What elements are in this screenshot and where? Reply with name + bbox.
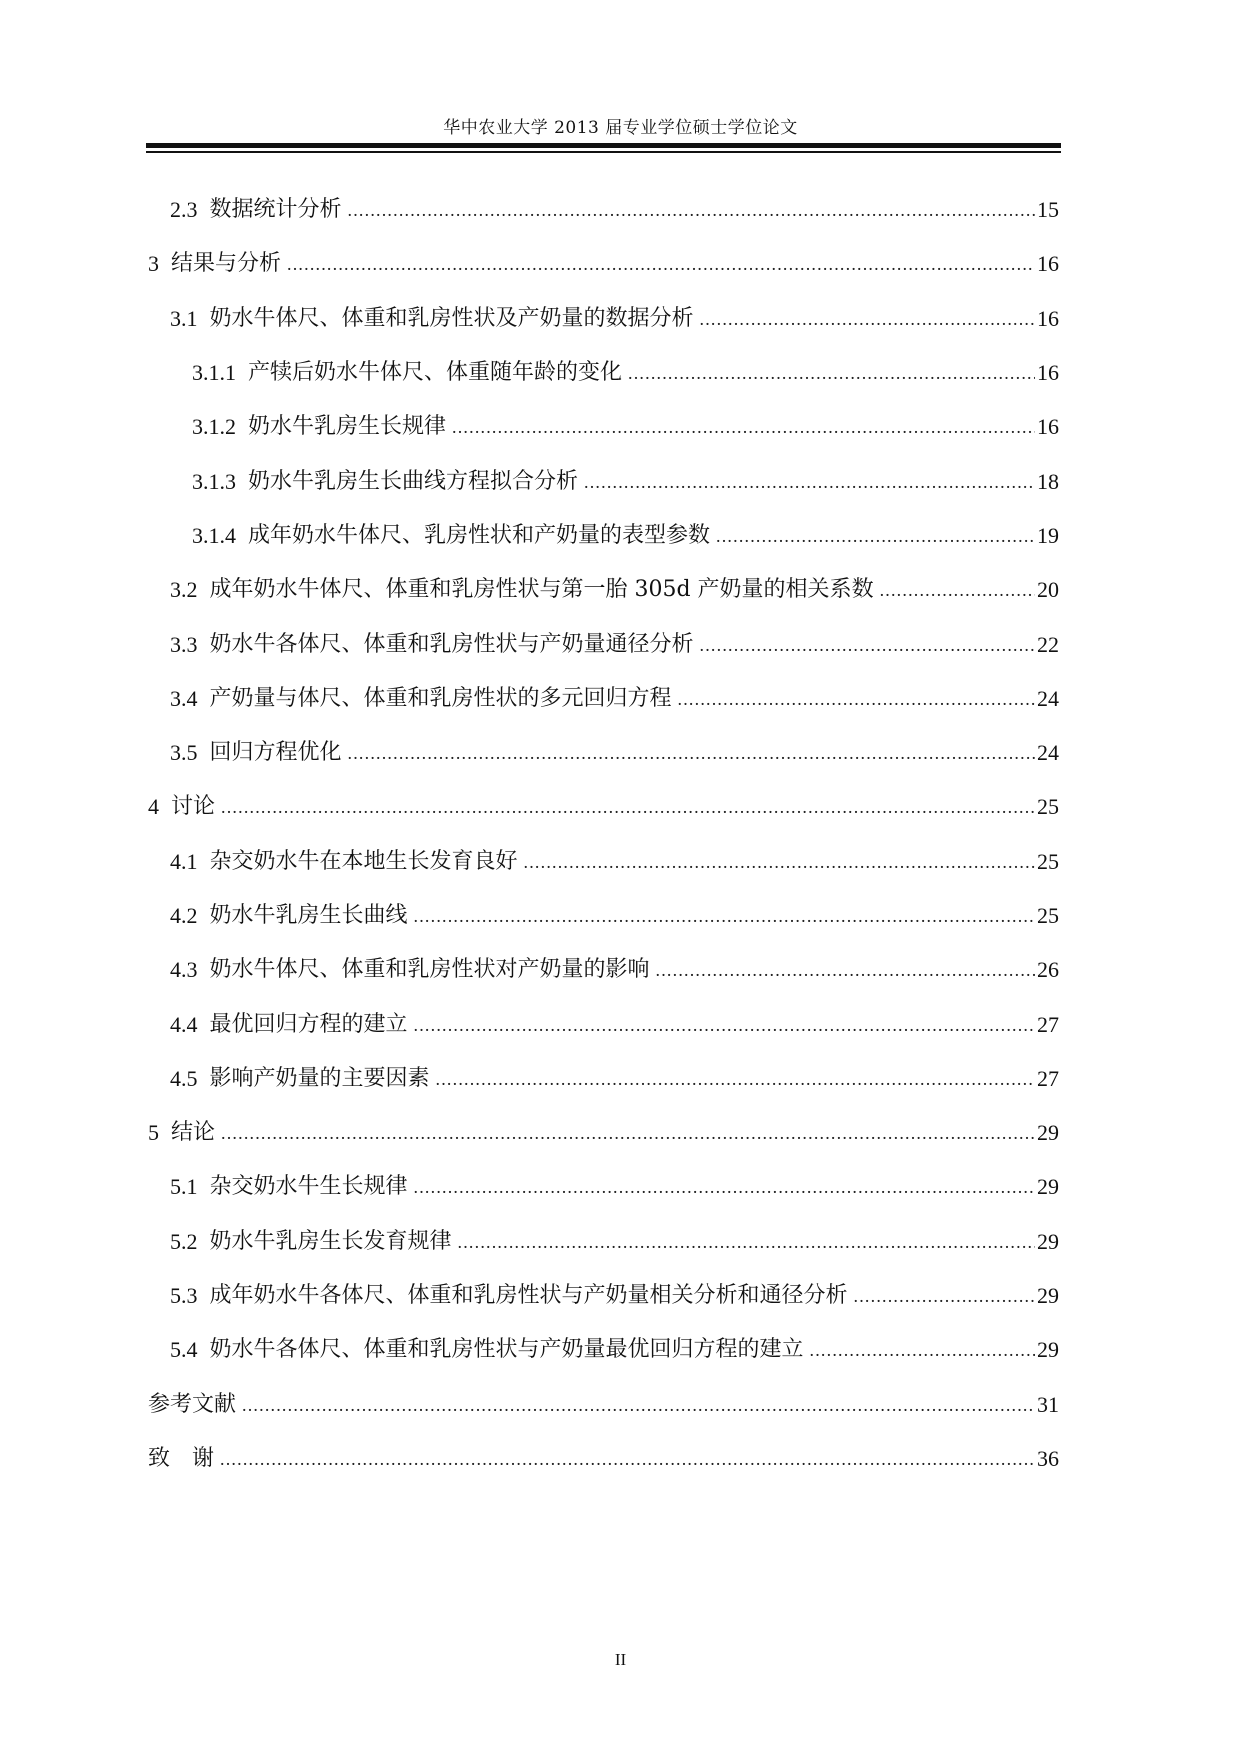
toc-entry-number: 4.2	[170, 903, 198, 928]
toc-dot-leader	[348, 201, 1035, 219]
toc-dot-leader	[287, 255, 1035, 273]
toc-entry-number: 5.1	[170, 1174, 198, 1200]
toc-entry-title: 奶水牛乳房生长发育规律	[209, 1228, 452, 1254]
toc-dot-leader	[348, 744, 1035, 762]
toc-entry-title: 成年奶水牛体尺、体重和乳房性状与第一胎 305d 产奶量的相关系数	[209, 577, 874, 603]
toc-entry[interactable]	[148, 835, 1059, 889]
toc-entry-title: 参考文献	[148, 1391, 237, 1417]
toc-dot-leader	[414, 907, 1035, 925]
header-rule-thick	[146, 143, 1061, 148]
toc-dot-leader	[452, 418, 1035, 436]
toc-entry-title: 产犊后奶水牛体尺、体重随年龄的变化	[248, 360, 623, 386]
toc-entry-page: 25	[1037, 848, 1059, 874]
toc-entry[interactable]	[148, 1432, 1059, 1486]
toc-entry-number: 4	[148, 794, 159, 820]
toc-entry[interactable]	[148, 1160, 1059, 1214]
table-of-contents	[148, 183, 1059, 1486]
toc-entry[interactable]	[148, 563, 1059, 617]
toc-entry-title: 结论	[171, 1120, 216, 1146]
toc-entry-title: 奶水牛各体尺、体重和乳房性状与产奶量最优回归方程的建立	[209, 1337, 804, 1363]
toc-entry-page: 22	[1037, 631, 1059, 657]
toc-entry-title: 结果与分析	[171, 251, 282, 277]
toc-entry-page: 36	[1037, 1445, 1059, 1471]
toc-entry[interactable]	[148, 672, 1059, 726]
toc-dot-leader	[221, 1124, 1035, 1142]
toc-entry-page: 29	[1037, 1120, 1059, 1146]
toc-dot-leader	[628, 364, 1035, 382]
toc-entry-title: 杂交奶水牛生长规律	[209, 1174, 408, 1200]
toc-dot-leader	[436, 1070, 1035, 1088]
toc-entry-number: 3.5	[170, 740, 198, 766]
toc-dot-leader	[458, 1233, 1035, 1251]
toc-dot-leader	[716, 527, 1035, 545]
toc-entry-title: 产奶量与体尺、体重和乳房性状的多元回归方程	[209, 685, 672, 711]
toc-entry-title: 杂交奶水牛在本地生长发育良好	[209, 848, 518, 874]
toc-entry-title: 成年奶水牛体尺、乳房性状和产奶量的表型参数	[248, 522, 711, 548]
toc-entry-page: 24	[1037, 740, 1059, 766]
toc-entry-page: 29	[1037, 1283, 1059, 1309]
page-number: II	[614, 1650, 627, 1669]
toc-entry[interactable]	[148, 1378, 1059, 1432]
toc-entry-number: 3.2	[170, 577, 198, 603]
toc-dot-leader	[220, 1450, 1035, 1468]
toc-entry-number: 5.4	[170, 1337, 198, 1363]
toc-entry-page: 25	[1037, 794, 1059, 820]
toc-entry-number: 3.1.1	[192, 360, 236, 386]
toc-entry-number: 5	[148, 1120, 159, 1146]
toc-entry-page: 29	[1037, 1228, 1059, 1254]
toc-entry[interactable]	[148, 454, 1059, 508]
toc-entry-title: 影响产奶量的主要因素	[209, 1065, 430, 1091]
toc-entry-title: 致 谢	[148, 1445, 215, 1471]
toc-entry-page: 27	[1037, 1065, 1059, 1091]
toc-entry-title: 奶水牛体尺、体重和乳房性状及产奶量的数据分析	[209, 305, 694, 331]
toc-entry-page: 16	[1037, 414, 1059, 440]
toc-dot-leader	[584, 473, 1035, 491]
toc-entry-page: 20	[1037, 577, 1059, 603]
toc-entry-page: 15	[1037, 197, 1059, 223]
toc-entry-page: 19	[1037, 522, 1059, 548]
toc-entry-page: 16	[1037, 305, 1059, 331]
toc-entry-page: 29	[1037, 1337, 1059, 1363]
toc-entry-number: 3.3	[170, 631, 198, 657]
toc-entry-page: 29	[1037, 1174, 1059, 1200]
toc-entry[interactable]	[148, 292, 1059, 346]
toc-dot-leader	[700, 310, 1035, 328]
toc-entry-page: 26	[1037, 957, 1059, 983]
toc-dot-leader	[880, 581, 1035, 599]
toc-entry-page: 16	[1037, 251, 1059, 277]
toc-entry-number: 5.2	[170, 1228, 198, 1254]
running-header: 华中农业大学 2013 届专业学位硕士学位论文	[443, 118, 798, 138]
toc-entry[interactable]	[148, 1052, 1059, 1106]
toc-entry[interactable]	[148, 780, 1059, 834]
toc-entry[interactable]	[148, 1269, 1059, 1323]
toc-dot-leader	[678, 690, 1035, 708]
toc-entry-number: 4.5	[170, 1065, 198, 1091]
toc-entry-title: 数据统计分析	[209, 197, 342, 223]
toc-entry-page: 31	[1037, 1391, 1059, 1417]
toc-entry-number: 3.1.3	[192, 468, 236, 494]
toc-entry-page: 27	[1037, 1011, 1059, 1037]
toc-entry-number: 5.3	[170, 1283, 198, 1309]
toc-dot-leader	[700, 636, 1035, 654]
toc-dot-leader	[854, 1287, 1035, 1305]
toc-entry-number: 4.4	[170, 1011, 198, 1037]
toc-entry[interactable]	[148, 997, 1059, 1051]
toc-dot-leader	[221, 798, 1035, 816]
toc-entry-number: 3.4	[170, 685, 198, 711]
toc-entry-title: 成年奶水牛各体尺、体重和乳房性状与产奶量相关分析和通径分析	[209, 1283, 848, 1309]
toc-entry[interactable]	[148, 617, 1059, 671]
toc-dot-leader	[656, 961, 1035, 979]
toc-entry-number: 4.3	[170, 957, 198, 983]
toc-entry-number: 4.1	[170, 848, 198, 874]
toc-entry[interactable]	[148, 183, 1059, 237]
toc-entry[interactable]	[148, 1106, 1059, 1160]
toc-entry-title: 奶水牛乳房生长规律	[248, 414, 447, 440]
toc-entry[interactable]	[148, 400, 1059, 454]
toc-entry-number: 3	[148, 251, 159, 277]
toc-dot-leader	[414, 1016, 1035, 1034]
toc-entry-title: 最优回归方程的建立	[209, 1011, 408, 1037]
toc-entry-title: 回归方程优化	[209, 740, 342, 766]
toc-entry-title: 讨论	[171, 794, 216, 820]
toc-entry[interactable]	[148, 726, 1059, 780]
toc-entry-number: 3.1.4	[192, 522, 236, 548]
toc-entry-number: 3.1	[170, 305, 198, 331]
toc-entry-title: 奶水牛体尺、体重和乳房性状对产奶量的影响	[209, 957, 650, 983]
toc-dot-leader	[414, 1178, 1035, 1196]
toc-entry[interactable]	[148, 237, 1059, 291]
toc-entry-page: 24	[1037, 685, 1059, 711]
toc-entry-page: 16	[1037, 360, 1059, 386]
toc-entry-number: 3.1.2	[192, 414, 236, 440]
toc-entry-title: 奶水牛乳房生长曲线	[209, 903, 408, 928]
toc-dot-leader	[810, 1341, 1035, 1359]
toc-dot-leader	[242, 1396, 1035, 1414]
toc-entry-page: 18	[1037, 468, 1059, 494]
toc-entry-page: 25	[1037, 903, 1059, 928]
toc-entry[interactable]	[148, 943, 1059, 997]
toc-entry[interactable]	[148, 509, 1059, 563]
toc-entry-title: 奶水牛各体尺、体重和乳房性状与产奶量通径分析	[209, 631, 694, 657]
toc-entry[interactable]	[148, 1323, 1059, 1377]
toc-entry[interactable]	[148, 889, 1059, 943]
toc-entry[interactable]	[148, 346, 1059, 400]
header-rule-thin	[146, 151, 1061, 153]
toc-entry-title: 奶水牛乳房生长曲线方程拟合分析	[248, 468, 579, 494]
toc-entry[interactable]	[148, 1215, 1059, 1269]
toc-entry-number: 2.3	[170, 197, 198, 223]
toc-dot-leader	[524, 853, 1035, 871]
